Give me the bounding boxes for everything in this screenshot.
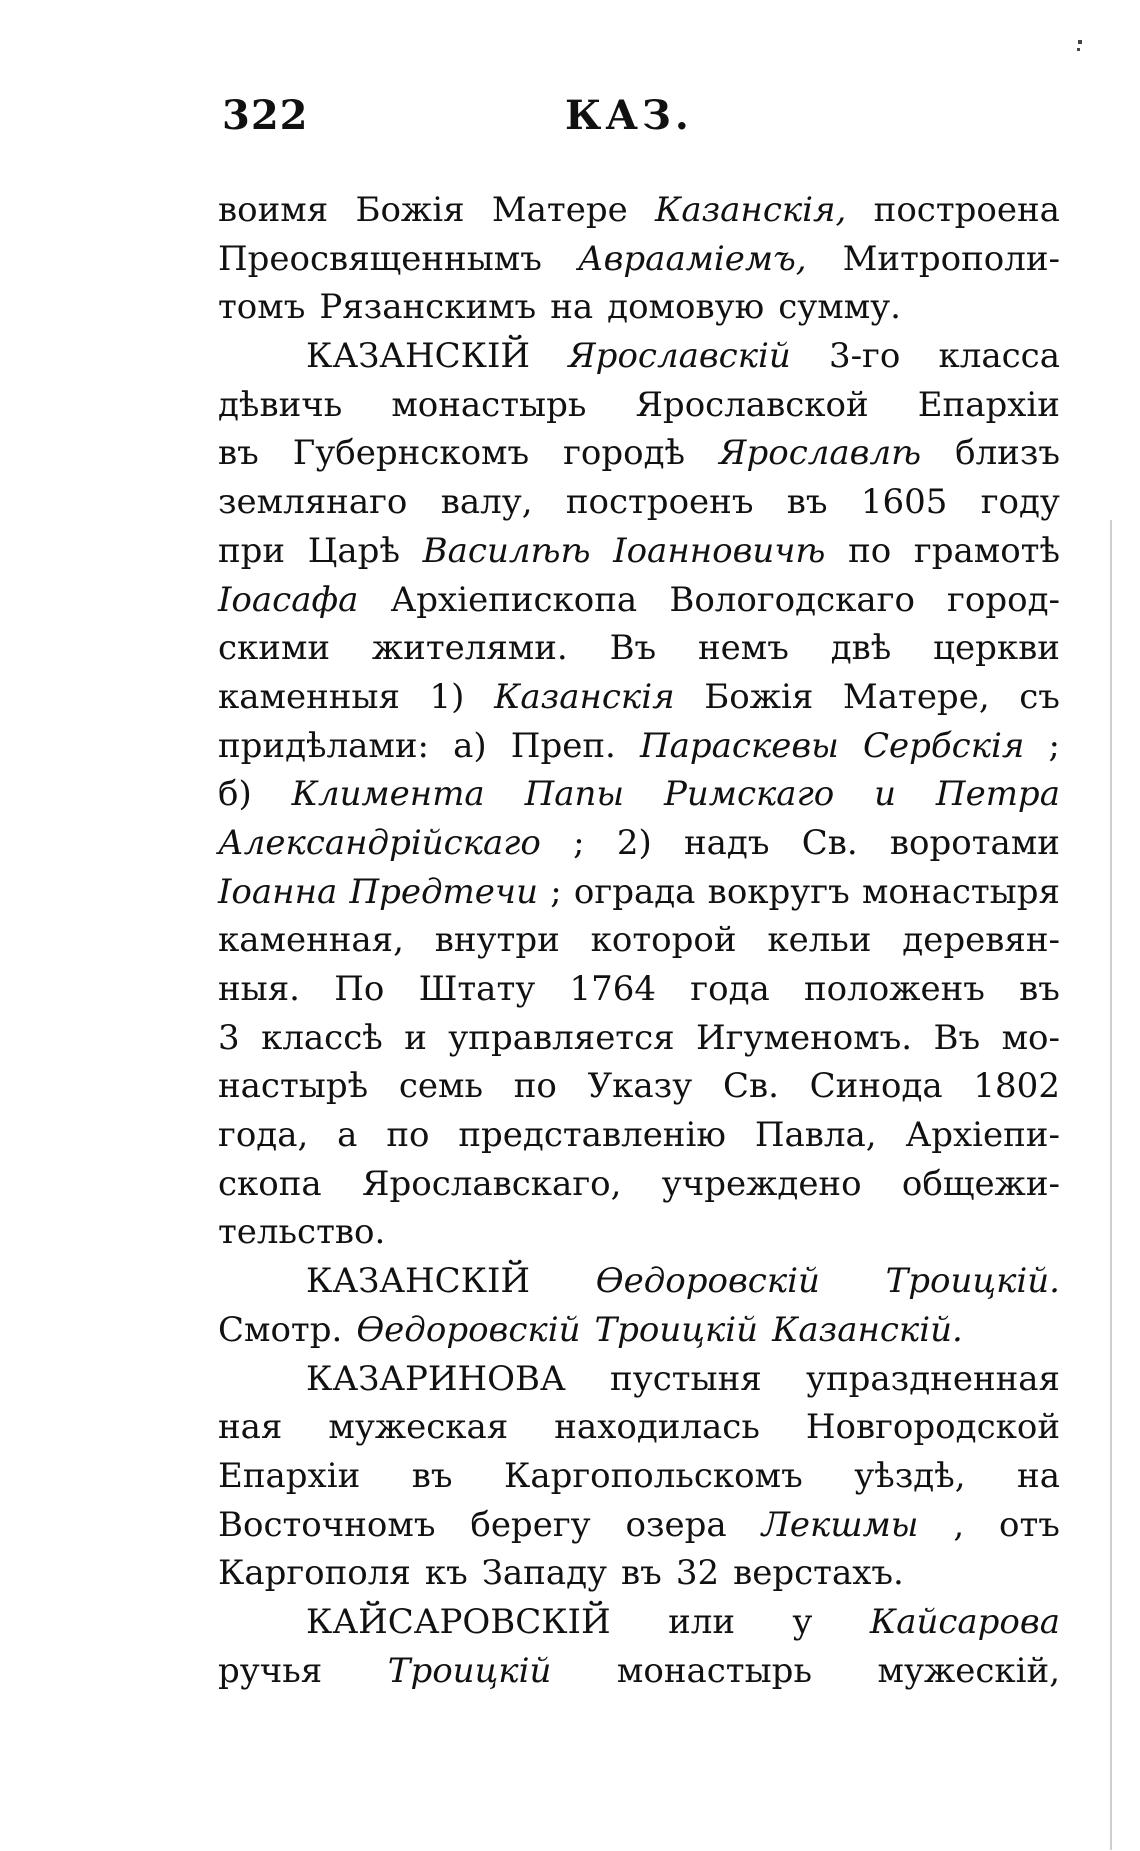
word: и xyxy=(404,1017,427,1058)
text-line xyxy=(218,429,1060,478)
word: Матере xyxy=(491,190,628,230)
word: Губернскомъ xyxy=(292,433,530,474)
word: Божія xyxy=(704,676,814,717)
running-head: КАЗ. xyxy=(565,92,693,139)
word: томъ xyxy=(218,287,306,328)
word: въ xyxy=(1019,969,1060,1009)
italic-word: Параскевы xyxy=(639,725,839,766)
word: монастырь xyxy=(616,1650,812,1691)
word: въ xyxy=(411,1455,453,1496)
word: представленію xyxy=(458,1115,726,1156)
word: ная xyxy=(218,1407,283,1448)
word: город- xyxy=(947,579,1060,620)
word: ограда xyxy=(573,871,696,912)
word: монастырь xyxy=(391,384,587,425)
word: грамотѣ xyxy=(913,530,1060,571)
word: въ xyxy=(218,433,259,474)
word: Восточномъ xyxy=(218,1504,436,1545)
word: которой xyxy=(590,920,737,961)
word: землянаго xyxy=(218,482,408,523)
italic-word: Предтечи xyxy=(349,871,538,912)
page-header xyxy=(220,92,1060,152)
word: ; xyxy=(550,871,562,912)
word: по xyxy=(386,1115,430,1156)
word: положенъ xyxy=(804,969,985,1009)
word: деревян- xyxy=(902,920,1060,961)
word: Штату xyxy=(418,969,536,1009)
word: придѣлами: xyxy=(218,725,429,766)
word: Матере, xyxy=(842,676,990,717)
word: надъ xyxy=(683,822,770,863)
text-line xyxy=(218,868,1060,917)
text-line xyxy=(218,673,1060,722)
text-line xyxy=(218,283,1060,332)
word: 1) xyxy=(429,676,465,717)
word: а) xyxy=(453,725,487,766)
word: Новгородской xyxy=(805,1407,1060,1448)
text-line xyxy=(218,381,1060,430)
scan-speck xyxy=(1077,48,1080,51)
text-line xyxy=(218,576,1060,625)
word: Указу xyxy=(587,1066,693,1107)
italic-word: Іоанновичѣ xyxy=(613,530,826,571)
word: 1802 xyxy=(973,1066,1060,1107)
word: у xyxy=(792,1601,813,1642)
word: находилась xyxy=(554,1407,760,1448)
word: скопа xyxy=(218,1163,322,1204)
word: Синода xyxy=(809,1066,943,1107)
italic-word: Казанскія xyxy=(494,676,675,717)
text-line xyxy=(218,1160,1060,1209)
italic-word: Авраамiемъ, xyxy=(577,238,807,279)
italic-word: Папы xyxy=(524,774,625,815)
word: въ xyxy=(786,482,828,523)
word: церкви xyxy=(933,628,1060,669)
word: или xyxy=(668,1601,735,1642)
word: Въ xyxy=(933,1017,981,1058)
word: въ xyxy=(621,1553,662,1594)
italic-word: Казанскія, xyxy=(655,190,847,230)
text-line xyxy=(218,235,1060,284)
word: по xyxy=(848,530,892,571)
word: ; xyxy=(573,822,585,863)
word: а xyxy=(337,1115,358,1156)
word: валу, xyxy=(440,482,533,523)
text-line xyxy=(218,1452,1060,1501)
word: Царѣ xyxy=(307,530,400,571)
word: Епархіи xyxy=(917,384,1060,425)
word: кельи xyxy=(767,920,872,961)
text-line xyxy=(218,819,1060,868)
word: ручья xyxy=(218,1650,323,1691)
word: внутри xyxy=(434,920,560,961)
italic-word: Климента xyxy=(291,774,485,815)
word: упраздненная xyxy=(805,1358,1060,1399)
italic-word: Кайсарова xyxy=(869,1601,1060,1642)
text-line xyxy=(218,1208,1060,1257)
text-line xyxy=(218,186,1060,235)
word: настырѣ xyxy=(218,1066,369,1107)
word: жителями. xyxy=(371,628,568,669)
text-line xyxy=(218,1306,1060,1355)
italic-word: Василѣѣ xyxy=(422,530,591,571)
text-line xyxy=(218,1014,1060,1063)
word: на xyxy=(550,287,594,328)
italic-word: Казанскій. xyxy=(772,1309,963,1350)
text-line xyxy=(218,624,1060,673)
scan-speck xyxy=(1078,40,1082,44)
italic-word: Іоанна xyxy=(218,871,338,912)
italic-word: Римскаго xyxy=(664,774,835,815)
word: класса xyxy=(938,336,1060,377)
word: управляется xyxy=(448,1017,675,1058)
word: 3-го xyxy=(828,336,901,377)
word: Преосвященнымъ xyxy=(218,238,542,279)
text-line xyxy=(218,1403,1060,1452)
word: построена xyxy=(873,190,1060,230)
text-line xyxy=(218,1111,1060,1160)
word: 1605 xyxy=(860,482,948,523)
word: Ярославскаго, xyxy=(362,1163,622,1204)
word: вокругъ xyxy=(707,871,850,912)
word: года xyxy=(690,969,770,1009)
word: б) xyxy=(218,774,252,815)
word: воротами xyxy=(889,822,1060,863)
word: отъ xyxy=(999,1504,1060,1545)
word: 2) xyxy=(616,822,652,863)
word: по xyxy=(513,1066,557,1107)
text-line xyxy=(218,1062,1060,1111)
word: Архіепи- xyxy=(905,1115,1060,1156)
word: Св. xyxy=(801,822,858,863)
italic-word: Александрійскаго xyxy=(218,822,541,863)
text-line xyxy=(218,965,1060,1014)
italic-word: Сербскія xyxy=(863,725,1025,766)
word: Игуменомъ. xyxy=(696,1017,913,1058)
word: Божія xyxy=(355,190,465,230)
word: при xyxy=(218,530,286,571)
word: берегу xyxy=(470,1504,591,1545)
italic-word: Лекшмы xyxy=(761,1504,919,1545)
word: Митрополи- xyxy=(842,238,1060,279)
text-line xyxy=(218,770,1060,819)
word: монастыря xyxy=(861,871,1060,912)
word: пустыня xyxy=(610,1358,762,1399)
word: Западу xyxy=(481,1553,608,1594)
page-edge-shadow xyxy=(1110,520,1112,1850)
text-line xyxy=(218,916,1060,965)
word: 32 xyxy=(675,1553,720,1594)
text-line xyxy=(218,722,1060,771)
text-line xyxy=(218,1647,1060,1696)
word: тельство. xyxy=(218,1212,386,1253)
italic-word: Іоасафа xyxy=(218,579,359,620)
word: уѣздѣ, xyxy=(854,1455,966,1496)
word: семь xyxy=(398,1066,483,1107)
word: Архіепископа xyxy=(390,579,638,620)
text-line xyxy=(218,1549,1060,1598)
word: По xyxy=(334,969,385,1009)
text-line xyxy=(218,1355,1060,1404)
word: верстахъ. xyxy=(733,1553,904,1594)
word: 3 xyxy=(218,1017,240,1058)
italic-word: и xyxy=(874,774,897,815)
word: Каргопольскомъ xyxy=(504,1455,803,1496)
word: съ xyxy=(1019,676,1060,717)
word: Вологодскаго xyxy=(669,579,915,620)
word: КАЙСАРОВСКІЙ xyxy=(306,1601,611,1642)
italic-word: Троицкій xyxy=(594,1309,759,1350)
page-number: 322 xyxy=(222,92,309,139)
word: 1764 xyxy=(569,969,657,1009)
word: Смотр. xyxy=(218,1309,343,1350)
word: близъ xyxy=(955,433,1060,474)
word: городѣ xyxy=(563,433,686,474)
text-line xyxy=(218,527,1060,576)
italic-word: Ярославскiй xyxy=(568,336,791,377)
italic-word: Ярославлѣ xyxy=(719,433,922,474)
word: общежи- xyxy=(901,1163,1060,1204)
word: Павла, xyxy=(754,1115,877,1156)
word: немъ xyxy=(698,628,789,669)
word: Епархіи xyxy=(218,1455,361,1496)
word: ныя. xyxy=(218,969,300,1009)
word: каменная, xyxy=(218,920,404,961)
word: домовую xyxy=(607,287,765,328)
word: ; xyxy=(1048,725,1060,766)
word: построенъ xyxy=(565,482,754,523)
word: года, xyxy=(218,1115,309,1156)
word: КАЗАНСКІЙ xyxy=(306,1261,531,1302)
text-line xyxy=(218,332,1060,381)
word: мужеская xyxy=(328,1407,509,1448)
text-line xyxy=(218,478,1060,527)
word: Преп. xyxy=(510,725,616,766)
text-line xyxy=(218,1598,1060,1647)
word: къ xyxy=(424,1553,468,1594)
word: Св. xyxy=(722,1066,779,1107)
word: Каргополя xyxy=(218,1553,411,1594)
word: Въ xyxy=(609,628,657,669)
word: озера xyxy=(625,1504,727,1545)
word: мо- xyxy=(1001,1017,1060,1058)
word: скими xyxy=(218,628,331,669)
italic-word: Петра xyxy=(935,774,1060,815)
word: КАЗАНСКІЙ xyxy=(306,336,531,377)
word: классѣ xyxy=(261,1017,383,1058)
word: дѣвичь xyxy=(218,384,343,425)
word: на xyxy=(1017,1455,1060,1496)
word: Рязанскимъ xyxy=(319,287,537,328)
body-text xyxy=(218,186,1060,1695)
italic-word: Троицкій. xyxy=(885,1261,1060,1302)
word: году xyxy=(980,482,1060,523)
text-line xyxy=(218,1501,1060,1550)
word: каменныя xyxy=(218,676,400,717)
word: мужескій, xyxy=(877,1650,1060,1691)
italic-word: Өедоровскій xyxy=(356,1309,581,1350)
word: воимя xyxy=(218,190,329,230)
word: , xyxy=(953,1504,965,1545)
word: Ярославской xyxy=(635,384,869,425)
word: двѣ xyxy=(830,628,892,669)
text-line xyxy=(218,1257,1060,1306)
word: сумму. xyxy=(778,287,901,328)
italic-word: Троицкій xyxy=(387,1650,552,1691)
word: учреждено xyxy=(661,1163,862,1204)
italic-word: Өедоровскій xyxy=(595,1261,820,1302)
word: КАЗАРИНОВА xyxy=(306,1358,566,1399)
